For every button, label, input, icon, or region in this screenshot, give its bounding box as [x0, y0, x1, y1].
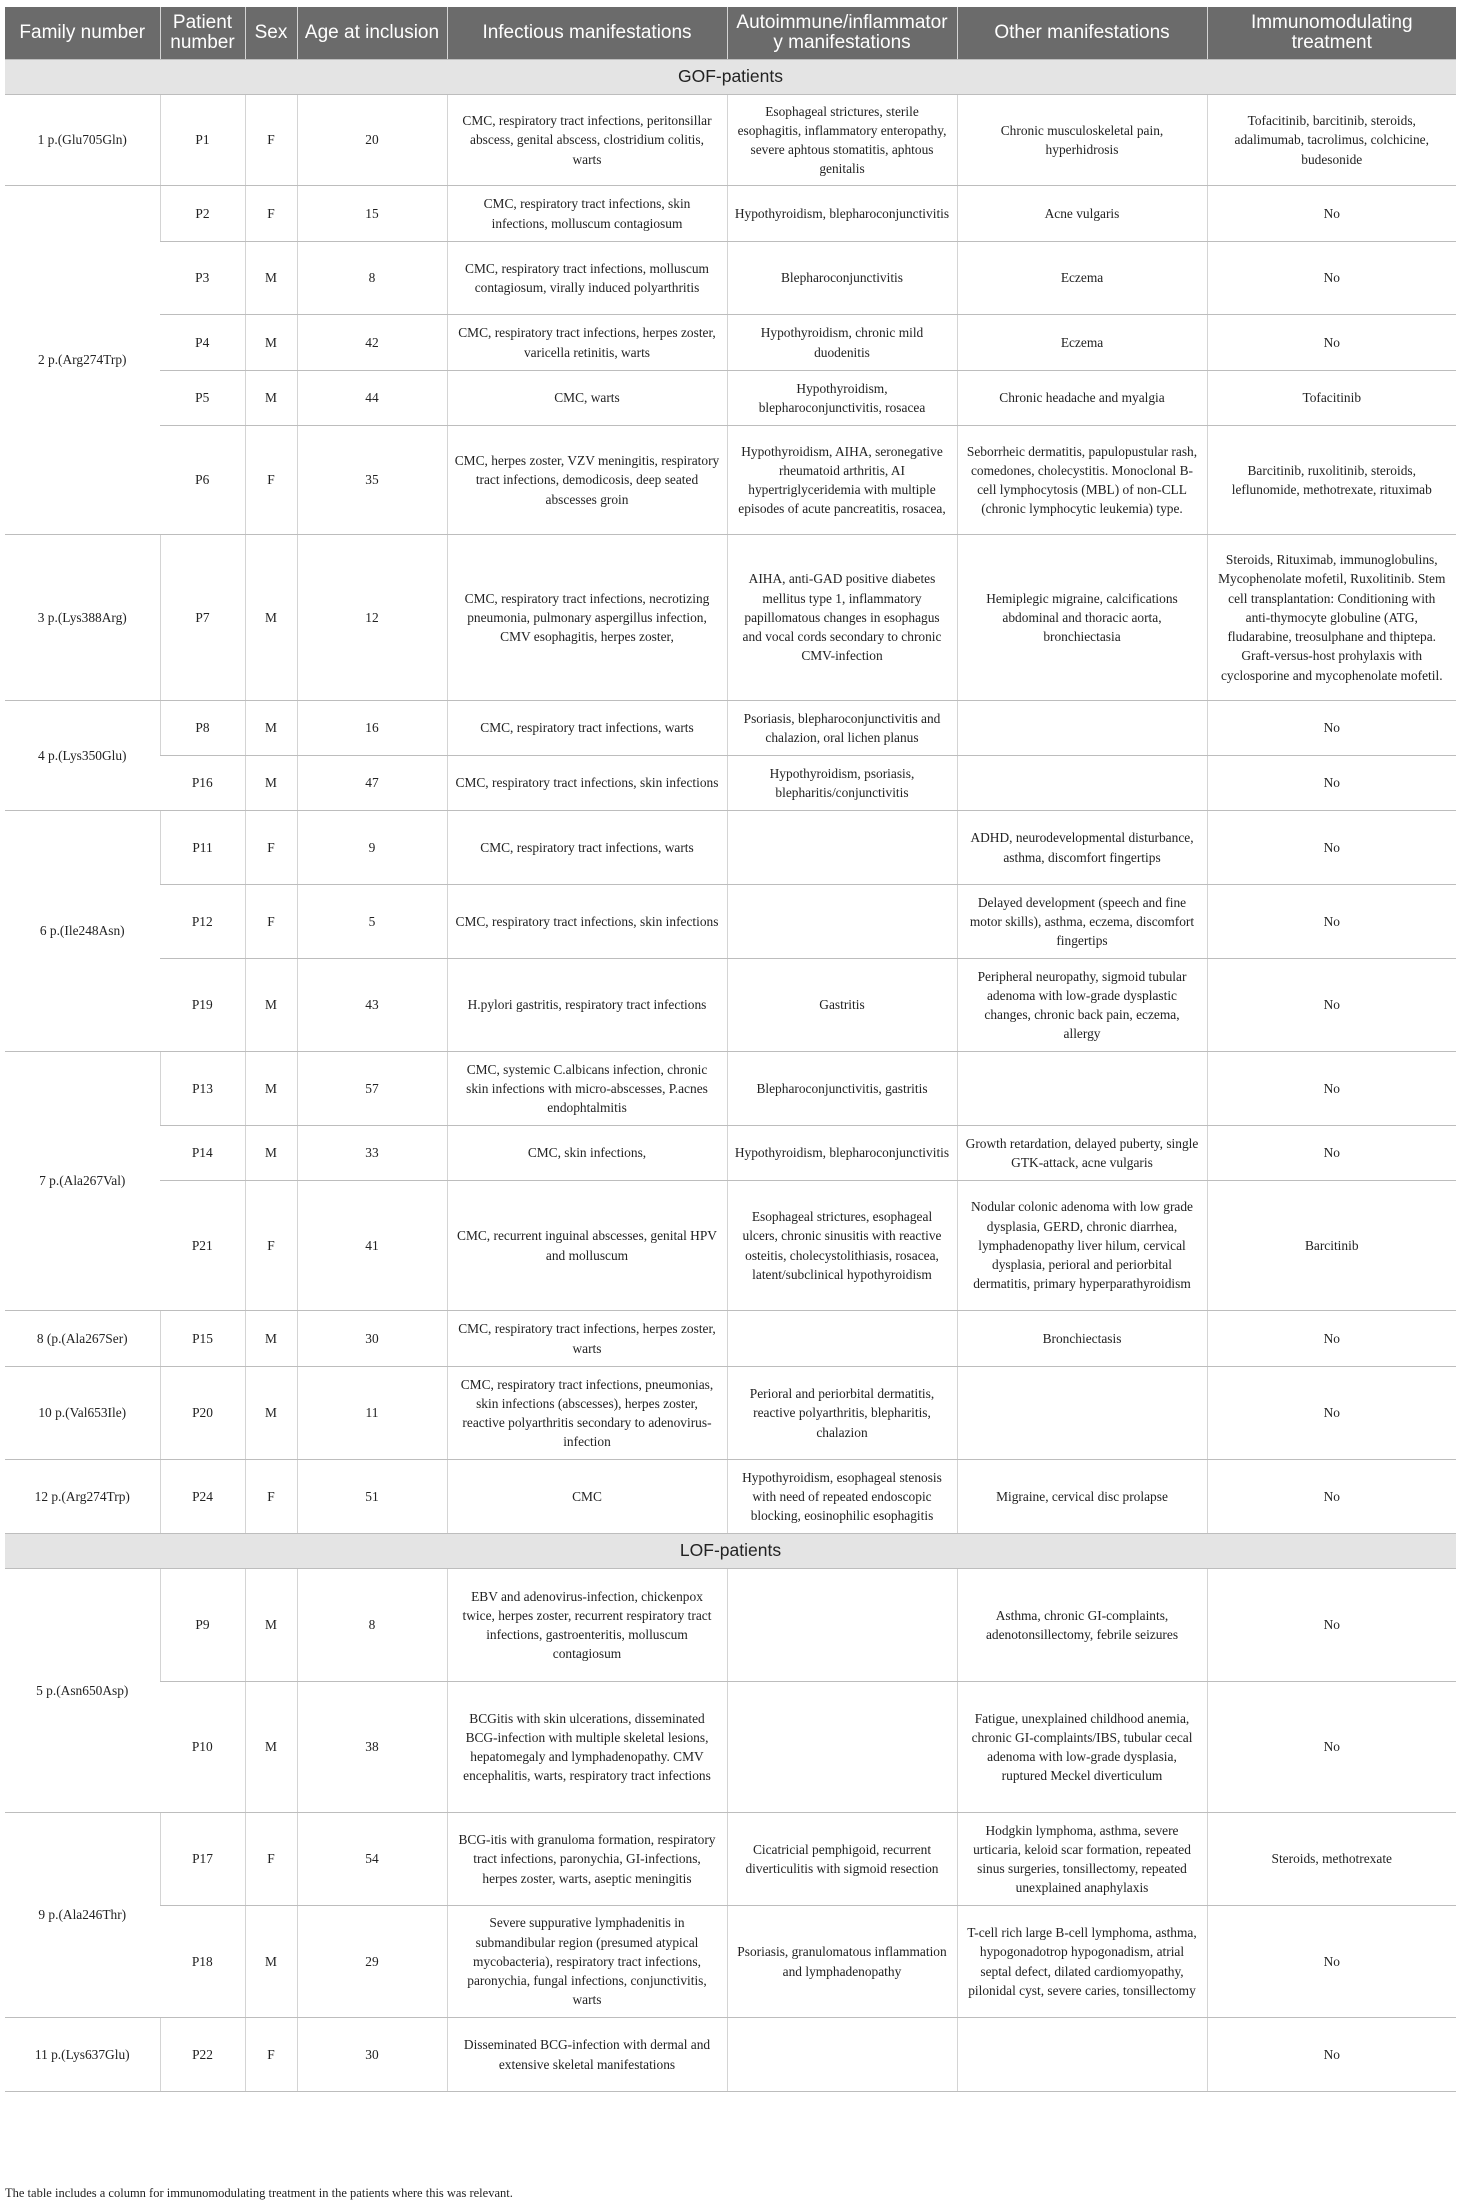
other-cell: T-cell rich large B-cell lymphoma, asthma, hypogonadotrop hypogonadism, atrial septal defect, dilated cardiomyopathy, pilonidal cyst, severe caries, tonsillectomy [957, 1906, 1207, 2018]
sex-cell: M [245, 1052, 297, 1126]
patient-number-cell: P8 [160, 701, 245, 756]
sex-cell: M [245, 959, 297, 1052]
table-row [5, 959, 1456, 1052]
other-cell: Delayed development (speech and fine motor skills), asthma, eczema, discomfort fingertips [957, 885, 1207, 959]
table-row [5, 426, 1456, 535]
age-cell: 35 [297, 426, 447, 535]
age-cell: 11 [297, 1367, 447, 1460]
patient-number-cell: P10 [160, 1682, 245, 1813]
infectious-cell: Severe suppurative lymphadenitis in submandibular region (presumed atypical mycobacteria), respiratory tract infections, paronychia, fungal infections, conjunctivitis, warts [447, 1906, 727, 2018]
table-row [5, 1460, 1456, 1534]
sex-cell: F [245, 885, 297, 959]
table-row [5, 95, 1456, 186]
treatment-cell: Steroids, Rituximab, immunoglobulins, Mycophenolate mofetil, Ruxolitinib. Stem cell transplantation: Conditioning with anti-thymocyte globuline (ATG, fludarabine, treosulphane and thiptepa. Graft-versus-host prohylaxis with cyclosporine and mycophenolate mofetil. [1207, 535, 1456, 701]
autoimmune-cell: Gastritis [727, 959, 957, 1052]
infectious-cell: Disseminated BCG-infection with dermal and extensive skeletal manifestations [447, 2018, 727, 2092]
table-row [5, 756, 1456, 811]
treatment-cell: Barcitinib [1207, 1181, 1456, 1311]
patient-number-cell: P22 [160, 2018, 245, 2092]
treatment-cell: No [1207, 1460, 1456, 1534]
patient-number-cell: P15 [160, 1311, 245, 1367]
table-row [5, 1569, 1456, 1682]
sex-cell: M [245, 535, 297, 701]
table-row [5, 535, 1456, 701]
family-number-cell: 2 p.(Arg274Trp) [5, 186, 160, 535]
patient-number-cell: P18 [160, 1906, 245, 2018]
header-sex: Sex [245, 7, 297, 60]
family-number-cell: 5 p.(Asn650Asp) [5, 1569, 160, 1813]
treatment-cell: No [1207, 1311, 1456, 1367]
autoimmune-cell: Psoriasis, granulomatous inflammation and lymphadenopathy [727, 1906, 957, 2018]
treatment-cell: No [1207, 1906, 1456, 2018]
infectious-cell: CMC, respiratory tract infections, warts [447, 811, 727, 885]
infectious-cell: CMC, respiratory tract infections, herpes zoster, varicella retinitis, warts [447, 315, 727, 371]
treatment-cell: Barcitinib, ruxolitinib, steroids, leflunomide, methotrexate, rituximab [1207, 426, 1456, 535]
sex-cell: M [245, 756, 297, 811]
table-row [5, 371, 1456, 426]
header-age: Age at inclusion [297, 7, 447, 60]
autoimmune-cell: Blepharoconjunctivitis, gastritis [727, 1052, 957, 1126]
sex-cell: F [245, 426, 297, 535]
sex-cell: M [245, 1311, 297, 1367]
autoimmune-cell [727, 885, 957, 959]
autoimmune-cell: Esophageal strictures, sterile esophagitis, inflammatory enteropathy, severe aphtous stomatitis, aphtous genitalis [727, 95, 957, 186]
patient-number-cell: P4 [160, 315, 245, 371]
patient-number-cell: P5 [160, 371, 245, 426]
age-cell: 9 [297, 811, 447, 885]
patient-number-cell: P14 [160, 1126, 245, 1181]
other-cell: Migraine, cervical disc prolapse [957, 1460, 1207, 1534]
age-cell: 20 [297, 95, 447, 186]
table-row [5, 1813, 1456, 1906]
patient-number-cell: P20 [160, 1367, 245, 1460]
family-number-cell: 11 p.(Lys637Glu) [5, 2018, 160, 2092]
autoimmune-cell: Hypothyroidism, AIHA, seronegative rheumatoid arthritis, AI hypertriglyceridemia with multiple episodes of acute pancreatitis, rosacea, [727, 426, 957, 535]
sex-cell: F [245, 1460, 297, 1534]
sex-cell: M [245, 1126, 297, 1181]
infectious-cell: CMC, respiratory tract infections, warts [447, 701, 727, 756]
treatment-cell: No [1207, 885, 1456, 959]
sex-cell: M [245, 371, 297, 426]
infectious-cell: CMC, respiratory tract infections, skin infections [447, 885, 727, 959]
age-cell: 16 [297, 701, 447, 756]
treatment-cell: No [1207, 756, 1456, 811]
infectious-cell: CMC [447, 1460, 727, 1534]
header-autoimmune: Autoimmune/inflammatory manifestations [727, 7, 957, 60]
treatment-cell: Tofacitinib, barcitinib, steroids, adalimumab, tacrolimus, colchicine, budesonide [1207, 95, 1456, 186]
infectious-cell: BCGitis with skin ulcerations, disseminated BCG-infection with multiple skeletal lesions, hepatomegaly and lymphadenopathy. CMV encephalitis, warts, respiratory tract infections [447, 1682, 727, 1813]
family-number-cell: 9 p.(Ala246Thr) [5, 1813, 160, 2018]
age-cell: 43 [297, 959, 447, 1052]
autoimmune-cell [727, 2018, 957, 2092]
age-cell: 12 [297, 535, 447, 701]
patient-number-cell: P16 [160, 756, 245, 811]
age-cell: 41 [297, 1181, 447, 1311]
autoimmune-cell: Hypothyroidism, blepharoconjunctivitis, rosacea [727, 371, 957, 426]
patient-number-cell: P1 [160, 95, 245, 186]
table-row [5, 186, 1456, 242]
age-cell: 57 [297, 1052, 447, 1126]
family-number-cell: 4 p.(Lys350Glu) [5, 701, 160, 811]
header-row [5, 7, 1456, 60]
patient-number-cell: P12 [160, 885, 245, 959]
patient-number-cell: P6 [160, 426, 245, 535]
age-cell: 54 [297, 1813, 447, 1906]
sex-cell: M [245, 242, 297, 315]
section-row [5, 60, 1456, 95]
infectious-cell: CMC, warts [447, 371, 727, 426]
autoimmune-cell: Hypothyroidism, blepharoconjunctivitis [727, 186, 957, 242]
autoimmune-cell: Blepharoconjunctivitis [727, 242, 957, 315]
treatment-cell: No [1207, 811, 1456, 885]
header-other: Other manifestations [957, 7, 1207, 60]
infectious-cell: CMC, skin infections, [447, 1126, 727, 1181]
sex-cell: F [245, 95, 297, 186]
infectious-cell: CMC, respiratory tract infections, molluscum contagiosum, virally induced polyarthritis [447, 242, 727, 315]
age-cell: 38 [297, 1682, 447, 1813]
infectious-cell: EBV and adenovirus-infection, chickenpox twice, herpes zoster, recurrent respiratory tract infections, gastroenteritis, molluscum contagiosum [447, 1569, 727, 1682]
table-row [5, 1126, 1456, 1181]
sex-cell: M [245, 1906, 297, 2018]
table-row [5, 1367, 1456, 1460]
age-cell: 29 [297, 1906, 447, 2018]
infectious-cell: H.pylori gastritis, respiratory tract infections [447, 959, 727, 1052]
other-cell: Chronic headache and myalgia [957, 371, 1207, 426]
table-row [5, 1052, 1456, 1126]
header-family-number: Family number [5, 7, 160, 60]
other-cell: Growth retardation, delayed puberty, single GTK-attack, acne vulgaris [957, 1126, 1207, 1181]
age-cell: 15 [297, 186, 447, 242]
family-number-cell: 3 p.(Lys388Arg) [5, 535, 160, 701]
infectious-cell: BCG-itis with granuloma formation, respiratory tract infections, paronychia, GI-infections, herpes zoster, warts, aseptic meningitis [447, 1813, 727, 1906]
treatment-cell: No [1207, 186, 1456, 242]
section-label: GOF-patients [5, 60, 1456, 95]
family-number-cell: 10 p.(Val653Ile) [5, 1367, 160, 1460]
age-cell: 47 [297, 756, 447, 811]
patient-number-cell: P19 [160, 959, 245, 1052]
infectious-cell: CMC, herpes zoster, VZV meningitis, respiratory tract infections, demodicosis, deep seated abscesses groin [447, 426, 727, 535]
table-row [5, 315, 1456, 371]
infectious-cell: CMC, respiratory tract infections, peritonsillar abscess, genital abscess, clostridium colitis, warts [447, 95, 727, 186]
table-row [5, 1311, 1456, 1367]
autoimmune-cell: AIHA, anti-GAD positive diabetes mellitus type 1, inflammatory papillomatous changes in esophagus and vocal cords secondary to chronic CMV-infection [727, 535, 957, 701]
other-cell [957, 756, 1207, 811]
family-number-cell: 12 p.(Arg274Trp) [5, 1460, 160, 1534]
infectious-cell: CMC, respiratory tract infections, necrotizing pneumonia, pulmonary aspergillus infection, CMV esophagitis, herpes zoster, [447, 535, 727, 701]
age-cell: 42 [297, 315, 447, 371]
autoimmune-cell: Perioral and periorbital dermatitis, reactive polyarthritis, blepharitis, chalazion [727, 1367, 957, 1460]
patient-number-cell: P3 [160, 242, 245, 315]
age-cell: 33 [297, 1126, 447, 1181]
age-cell: 30 [297, 2018, 447, 2092]
age-cell: 30 [297, 1311, 447, 1367]
treatment-cell: No [1207, 1052, 1456, 1126]
treatment-cell: No [1207, 1569, 1456, 1682]
autoimmune-cell: Hypothyroidism, chronic mild duodenitis [727, 315, 957, 371]
sex-cell: M [245, 315, 297, 371]
section-row [5, 1534, 1456, 1569]
family-number-cell: 1 p.(Glu705Gln) [5, 95, 160, 186]
infectious-cell: CMC, systemic C.albicans infection, chronic skin infections with micro-abscesses, P.acnes endophtalmitis [447, 1052, 727, 1126]
autoimmune-cell: Hypothyroidism, psoriasis, blepharitis/conjunctivitis [727, 756, 957, 811]
treatment-cell: No [1207, 315, 1456, 371]
treatment-cell: No [1207, 701, 1456, 756]
autoimmune-cell: Psoriasis, blepharoconjunctivitis and chalazion, oral lichen planus [727, 701, 957, 756]
treatment-cell: No [1207, 1682, 1456, 1813]
table-body [5, 60, 1456, 2092]
other-cell: Chronic musculoskeletal pain, hyperhidrosis [957, 95, 1207, 186]
infectious-cell: CMC, respiratory tract infections, pneumonias, skin infections (abscesses), herpes zoster, reactive polyarthritis secondary to adenovirus-infection [447, 1367, 727, 1460]
autoimmune-cell [727, 1311, 957, 1367]
autoimmune-cell: Cicatricial pemphigoid, recurrent diverticulitis with sigmoid resection [727, 1813, 957, 1906]
patient-number-cell: P11 [160, 811, 245, 885]
age-cell: 51 [297, 1460, 447, 1534]
family-number-cell: 8 (p.(Ala267Ser) [5, 1311, 160, 1367]
sex-cell: F [245, 1813, 297, 1906]
treatment-cell: No [1207, 2018, 1456, 2092]
table-row [5, 701, 1456, 756]
sex-cell: M [245, 1569, 297, 1682]
age-cell: 44 [297, 371, 447, 426]
treatment-cell: No [1207, 1126, 1456, 1181]
autoimmune-cell: Hypothyroidism, esophageal stenosis with need of repeated endoscopic blocking, eosinophilic esophagitis [727, 1460, 957, 1534]
other-cell: Asthma, chronic GI-complaints, adenotonsillectomy, febrile seizures [957, 1569, 1207, 1682]
table-row [5, 2018, 1456, 2092]
patient-number-cell: P2 [160, 186, 245, 242]
family-number-cell: 7 p.(Ala267Val) [5, 1052, 160, 1311]
patient-number-cell: P17 [160, 1813, 245, 1906]
autoimmune-cell: Esophageal strictures, esophageal ulcers, chronic sinusitis with reactive osteitis, cholecystolithiasis, rosacea, latent/subclinical hypothyroidism [727, 1181, 957, 1311]
table-row [5, 1181, 1456, 1311]
other-cell [957, 1367, 1207, 1460]
autoimmune-cell [727, 811, 957, 885]
sex-cell: F [245, 1181, 297, 1311]
other-cell: Hodgkin lymphoma, asthma, severe urticaria, keloid scar formation, repeated sinus surgeries, tonsillectomy, repeated unexplained anaphylaxis [957, 1813, 1207, 1906]
header-infectious: Infectious manifestations [447, 7, 727, 60]
age-cell: 5 [297, 885, 447, 959]
patient-number-cell: P24 [160, 1460, 245, 1534]
patient-number-cell: P21 [160, 1181, 245, 1311]
header-treatment: Immunomodulating treatment [1207, 7, 1456, 60]
other-cell [957, 701, 1207, 756]
sex-cell: F [245, 811, 297, 885]
other-cell: Eczema [957, 315, 1207, 371]
treatment-cell: Tofacitinib [1207, 371, 1456, 426]
infectious-cell: CMC, respiratory tract infections, skin infections [447, 756, 727, 811]
autoimmune-cell: Hypothyroidism, blepharoconjunctivitis [727, 1126, 957, 1181]
other-cell [957, 1052, 1207, 1126]
table-footnote: The table includes a column for immunomodulating treatment in the patients where this was relevant. [5, 2186, 513, 2200]
patient-number-cell: P13 [160, 1052, 245, 1126]
other-cell: Hemiplegic migraine, calcifications abdominal and thoracic aorta, bronchiectasia [957, 535, 1207, 701]
table-row [5, 1682, 1456, 1813]
patient-number-cell: P7 [160, 535, 245, 701]
age-cell: 8 [297, 242, 447, 315]
age-cell: 8 [297, 1569, 447, 1682]
sex-cell: M [245, 1367, 297, 1460]
patients-table [5, 7, 1456, 2092]
family-number-cell: 6 p.(Ile248Asn) [5, 811, 160, 1052]
other-cell: Bronchiectasis [957, 1311, 1207, 1367]
table-row [5, 1906, 1456, 2018]
sex-cell: M [245, 701, 297, 756]
other-cell: Eczema [957, 242, 1207, 315]
autoimmune-cell [727, 1569, 957, 1682]
sex-cell: M [245, 1682, 297, 1813]
treatment-cell: Steroids, methotrexate [1207, 1813, 1456, 1906]
other-cell: Fatigue, unexplained childhood anemia, chronic GI-complaints/IBS, tubular cecal adenoma with low-grade dysplasia, ruptured Meckel diverticulum [957, 1682, 1207, 1813]
infectious-cell: CMC, respiratory tract infections, skin infections, molluscum contagiosum [447, 186, 727, 242]
infectious-cell: CMC, recurrent inguinal abscesses, genital HPV and molluscum [447, 1181, 727, 1311]
autoimmune-cell [727, 1682, 957, 1813]
infectious-cell: CMC, respiratory tract infections, herpes zoster, warts [447, 1311, 727, 1367]
table-row [5, 811, 1456, 885]
section-label: LOF-patients [5, 1534, 1456, 1569]
treatment-cell: No [1207, 959, 1456, 1052]
sex-cell: F [245, 186, 297, 242]
header-patient-number: Patient number [160, 7, 245, 60]
other-cell [957, 2018, 1207, 2092]
treatment-cell: No [1207, 242, 1456, 315]
treatment-cell: No [1207, 1367, 1456, 1460]
table-row [5, 885, 1456, 959]
other-cell: Acne vulgaris [957, 186, 1207, 242]
other-cell: Nodular colonic adenoma with low grade dysplasia, GERD, chronic diarrhea, lymphadenopathy liver hilum, cervical dysplasia, perioral and periorbital dermatitis, primary hyperparathyroidism [957, 1181, 1207, 1311]
other-cell: Seborrheic dermatitis, papulopustular rash, comedones, cholecystitis. Monoclonal B-cell lymphocytosis (MBL) of non-CLL (chronic lymphocytic leukemia) type. [957, 426, 1207, 535]
other-cell: Peripheral neuropathy, sigmoid tubular adenoma with low-grade dysplastic changes, chronic back pain, eczema, allergy [957, 959, 1207, 1052]
patient-number-cell: P9 [160, 1569, 245, 1682]
table-row [5, 242, 1456, 315]
other-cell: ADHD, neurodevelopmental disturbance, asthma, discomfort fingertips [957, 811, 1207, 885]
sex-cell: F [245, 2018, 297, 2092]
